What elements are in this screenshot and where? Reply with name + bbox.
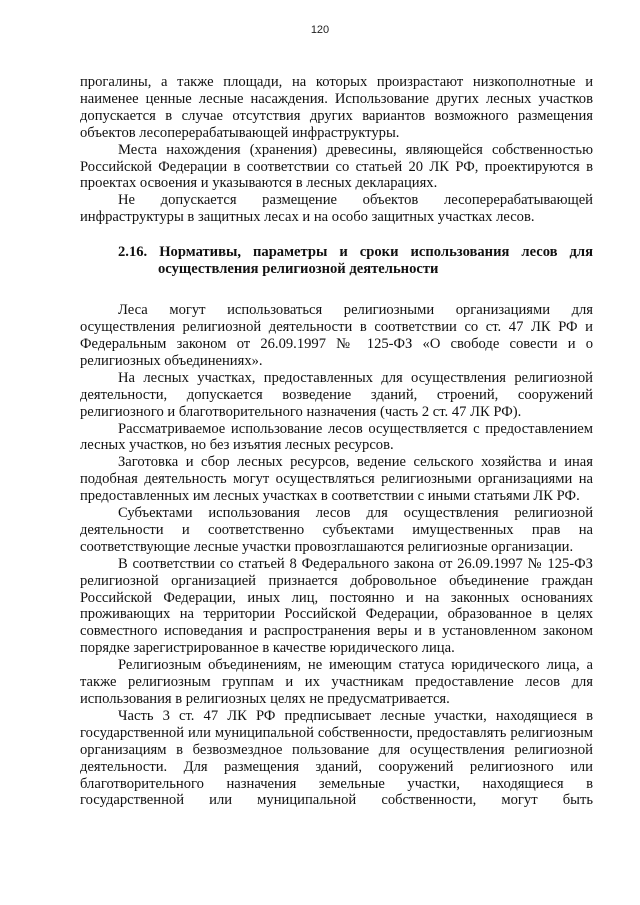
- section-title-part2: осуществления религиозной деятельности: [158, 261, 439, 278]
- paragraph-protective-forests: Не допускается размещение объектов лесоперерабатывающей инфраструктуры в защитных лесах и на особо защитных участках лесов.: [80, 192, 593, 226]
- paragraph-subjects: Субъектами использования лесов для осуществления религиозной деятельности и соответственно субъектами имущественных прав на соответствующие лесные участки провозглашаются религиозные организации.: [80, 505, 593, 555]
- section-heading: [80, 244, 593, 278]
- paragraph-harvesting: Заготовка и сбор лесных ресурсов, ведение сельского хозяйства и иная подобная деятельность могут осуществляться религиозными организациями на предоставленных им лесных участках в соответствии с иными статьями ЛК РФ.: [80, 454, 593, 505]
- page-number: 120: [310, 24, 330, 36]
- paragraph-associations: Религиозным объединениям, не имеющим статуса юридического лица, а также религиозным группам и их участникам предоставление лесов для использования в религиозных целях не предусматривается.: [80, 657, 593, 707]
- document-body: [80, 74, 593, 809]
- section-heading-line1: [118, 244, 593, 261]
- paragraph-continuation: прогалины, а также площади, на которых произрастают низкополнотные и наименее ценные лесные насаждения. Использование других лесных участков допускается в случае отсутствия других вариантов возможного размещения объектов лесоперерабатывающей инфраструктуры.: [80, 74, 593, 141]
- paragraph-buildings: На лесных участках, предоставленных для осуществления религиозной деятельности, допускается возведение зданий, строений, сооружений религиозного и благотворительного назначения (часть 2 ст. 47 ЛК РФ).: [80, 369, 593, 420]
- section-number: 2.16.: [118, 244, 148, 261]
- paragraph-wood-storage: Места нахождения (хранения) древесины, являющейся собственностью Российской Федерации в соответствии со статьей 20 ЛК РФ, проектируются в проектах освоения и указываются в лесных декларациях.: [80, 141, 593, 192]
- paragraph-part3: Часть 3 ст. 47 ЛК РФ предписывает лесные участки, находящиеся в государственной или муниципальной собственности, предоставлять религиозным организациям в безвозмездное пользование для осуществления религиозной деятельности. Для размещения зданий, сооружений религиозного или благотворительного назначения земельные участки, находящиеся в государственной или муниципальной собственности, могут быть: [80, 707, 593, 809]
- paragraph-definition: В соответствии со статьей 8 Федерального закона от 26.09.1997 № 125-ФЗ религиозной организацией признается добровольное объединение граждан Российской Федерации, иных лиц, постоянно и на законных основаниях проживающих на территории Российской Федерации, образованное в целях совместного исповедания и распространения веры и в установленном законом порядке зарегистрированное в качестве юридического лица.: [80, 555, 593, 657]
- section-title-part1: Нормативы, параметры и сроки использования лесов для: [159, 244, 593, 261]
- paragraph-no-withdrawal: Рассматриваемое использование лесов осуществляется с предоставлением лесных участков, но без изъятия лесных ресурсов.: [80, 420, 593, 454]
- paragraph-religious-use: Леса могут использоваться религиозными организациями для осуществления религиозной деятельности в соответствии со ст. 47 ЛК РФ и Федеральным законом от 26.09.1997 № 125-ФЗ «О свободе совести и о религиозных объединениях».: [80, 302, 593, 369]
